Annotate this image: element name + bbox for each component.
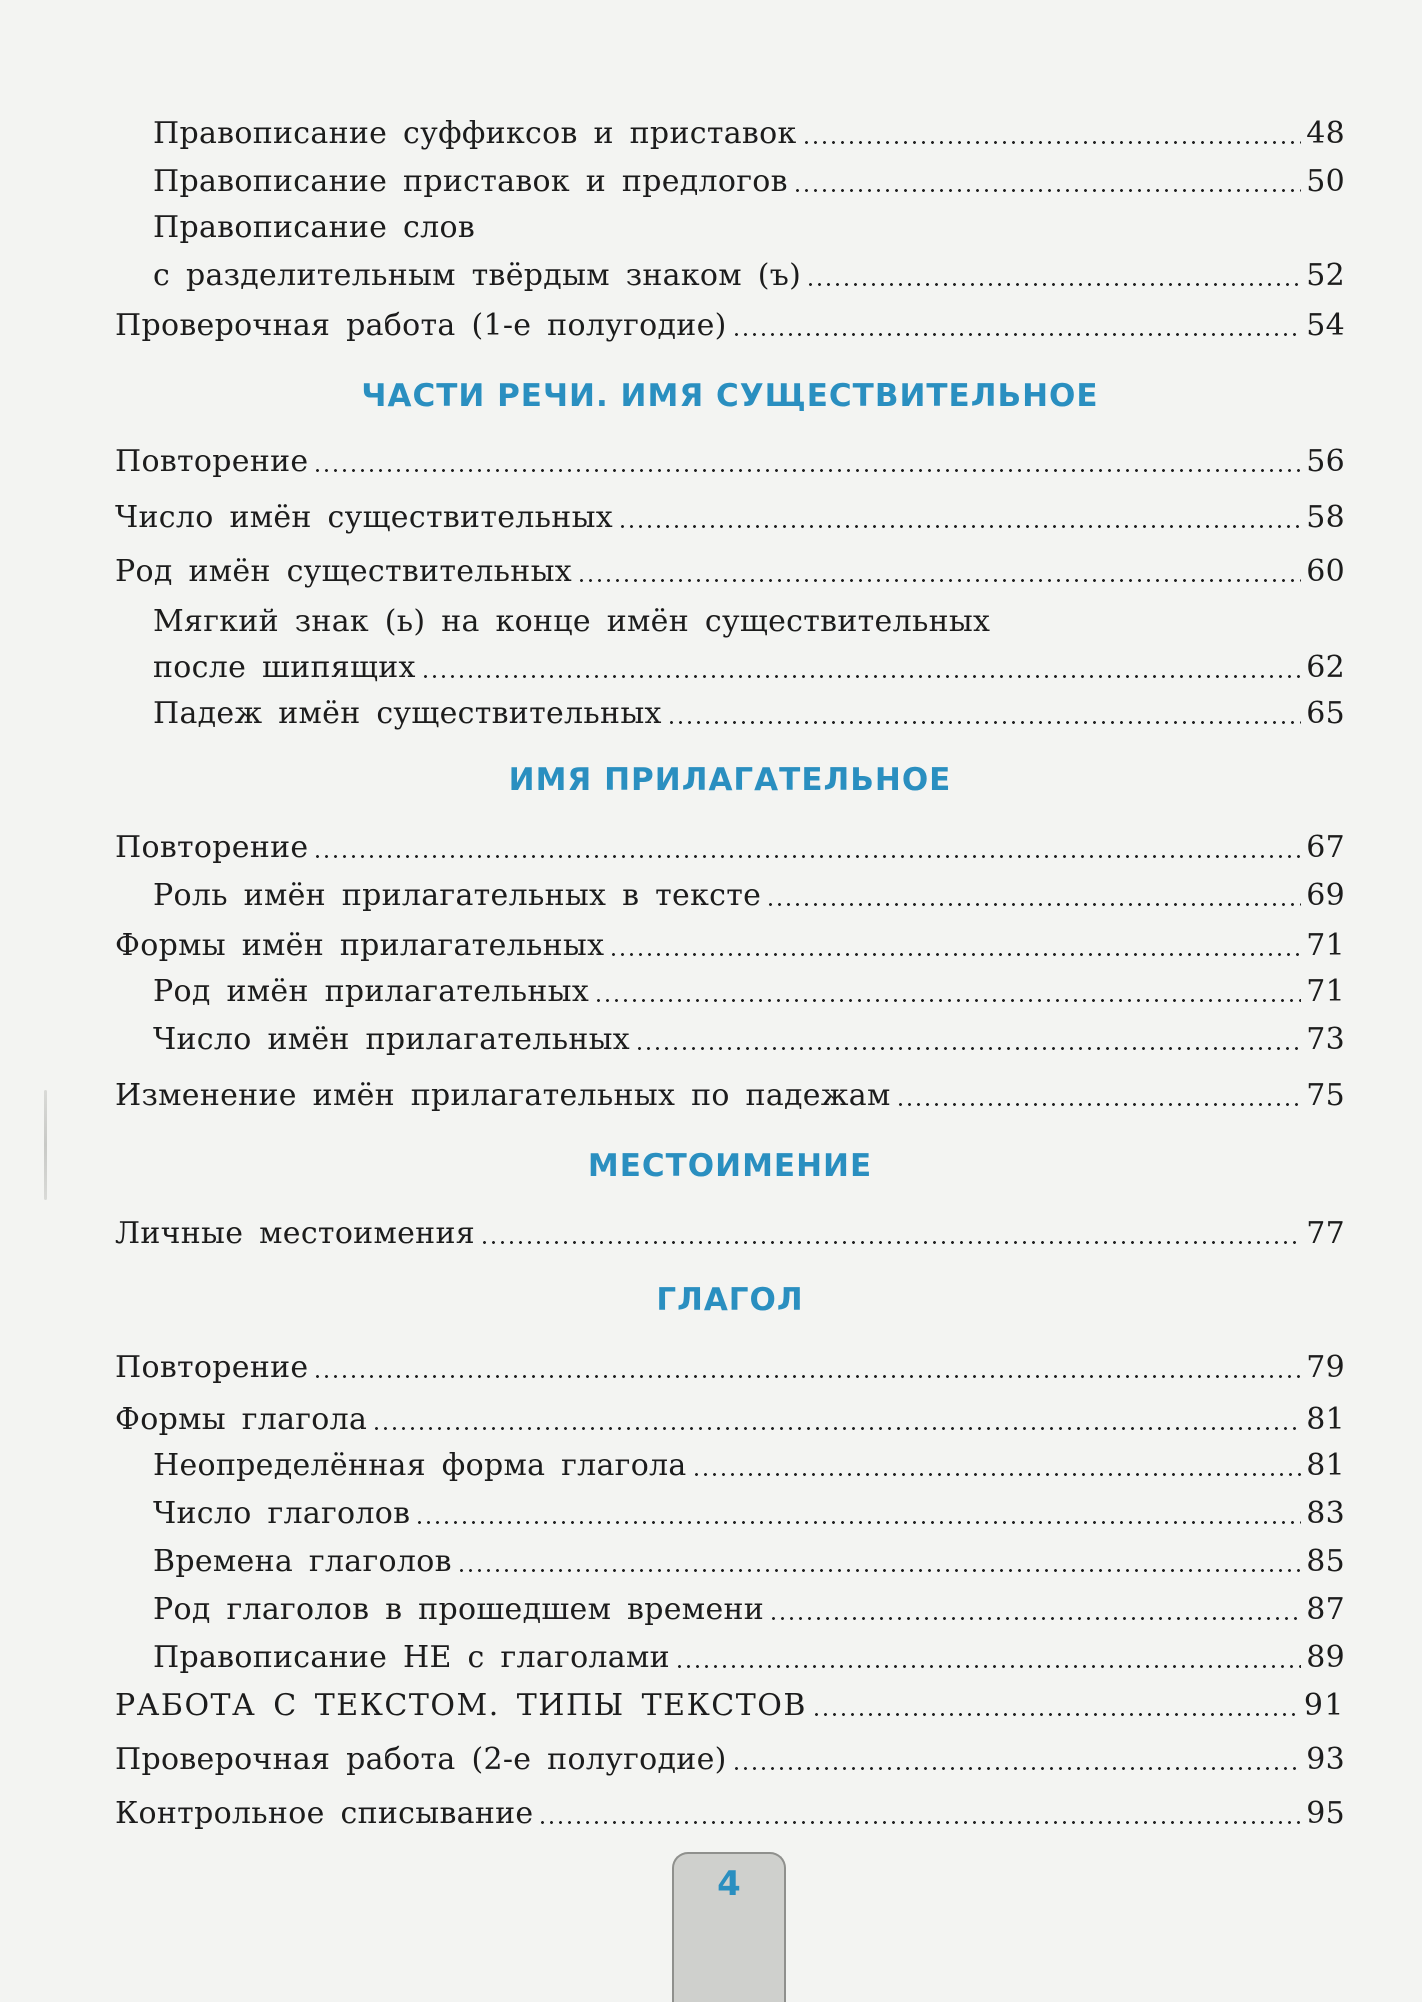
leader-dots: [732, 1767, 1302, 1770]
leader-dots: [594, 999, 1301, 1002]
toc-entry-page: 73: [1306, 1022, 1345, 1057]
toc-entry-page: 81: [1306, 1402, 1345, 1437]
toc-entry: [153, 156, 1345, 200]
toc-entry-page: 62: [1306, 650, 1345, 685]
leader-dots: [415, 1521, 1301, 1524]
toc-entry-page: 52: [1306, 258, 1345, 293]
toc-entry-title: Число имён прилагательных: [153, 1022, 631, 1057]
toc-entry-title: Контрольное списывание: [115, 1796, 534, 1831]
toc-entry-title: Правописание слов: [153, 210, 476, 245]
leader-dots: [812, 1713, 1299, 1716]
leader-dots: [577, 579, 1301, 582]
leader-dots: [802, 141, 1302, 144]
toc-entry-title: Повторение: [115, 830, 309, 865]
toc-entry-title: Правописание НЕ с глаголами: [153, 1640, 670, 1675]
toc-entry-title: Личные местоимения: [115, 1216, 475, 1251]
toc-entry-title: Род глаголов в прошедшем времени: [153, 1592, 765, 1627]
leader-dots: [692, 1473, 1302, 1476]
toc-entry: [115, 822, 1345, 866]
section-heading: ИМЯ ПРИЛАГАТЕЛЬНОЕ: [508, 762, 952, 798]
leader-dots: [769, 1617, 1301, 1620]
toc-entry-title: Проверочная работа (1-е полугодие): [115, 308, 727, 343]
section-heading: ГЛАГОЛ: [656, 1282, 804, 1318]
toc-entry-page: 60: [1306, 554, 1345, 589]
toc-entry-title: Мягкий знак (ь) на конце имён существительных: [153, 604, 991, 639]
toc-entry: [153, 966, 1345, 1010]
toc-entry-title: Правописание суффиксов и приставок: [153, 116, 797, 151]
toc-entry: [153, 596, 1345, 640]
toc-entry: [153, 688, 1345, 732]
toc-entry: [153, 1536, 1345, 1580]
toc-entry: [153, 1014, 1345, 1058]
toc-entry: [153, 1440, 1345, 1484]
toc-entry: [115, 436, 1345, 480]
toc-entry-title: Формы имён прилагательных: [115, 928, 605, 963]
leader-dots: [480, 1241, 1301, 1244]
page-number: 4: [717, 1864, 741, 1904]
toc-entry-page: 58: [1306, 500, 1345, 535]
leader-dots: [618, 525, 1301, 528]
toc-entry-page: 71: [1306, 928, 1345, 963]
leader-dots: [457, 1569, 1301, 1572]
toc-entry: [115, 1680, 1345, 1724]
toc-entry-page: 71: [1306, 974, 1345, 1009]
toc-entry: [115, 920, 1345, 964]
toc-entry-title: Род имён прилагательных: [153, 974, 590, 1009]
toc-entry: [115, 546, 1345, 590]
leader-dots: [675, 1665, 1301, 1668]
toc-entry-title: Проверочная работа (2-е полугодие): [115, 1742, 727, 1777]
toc-entry: [115, 1734, 1345, 1778]
toc-entry-page: 54: [1306, 308, 1345, 343]
toc-entry-page: 85: [1306, 1544, 1345, 1579]
toc-entry: [115, 492, 1345, 536]
leader-dots: [372, 1427, 1301, 1430]
toc-entry: [115, 1342, 1345, 1386]
toc-entry-page: 91: [1303, 1688, 1345, 1723]
toc-entry: [115, 1208, 1345, 1252]
leader-dots: [635, 1047, 1301, 1050]
toc-entry-title: Неопределённая форма глагола: [153, 1448, 687, 1483]
toc-entry: [115, 1394, 1345, 1438]
binding-shadow: [44, 1090, 47, 1200]
toc-entry-page: 56: [1306, 444, 1345, 479]
toc-entry-page: 69: [1306, 878, 1345, 913]
leader-dots: [806, 283, 1301, 286]
toc-entry: [153, 642, 1345, 686]
leader-dots: [538, 1821, 1301, 1824]
section-heading: МЕСТОИМЕНИЕ: [587, 1148, 873, 1184]
leader-dots: [766, 903, 1301, 906]
toc-entry: [115, 1070, 1345, 1114]
toc-entry-page: 95: [1306, 1796, 1345, 1831]
toc-entry: [115, 300, 1345, 344]
toc-entry: [115, 1788, 1345, 1832]
toc-entry-page: 50: [1306, 164, 1345, 199]
toc-entry-title: Изменение имён прилагательных по падежам: [115, 1078, 891, 1113]
leader-dots: [667, 721, 1301, 724]
toc-entry-page: 65: [1306, 696, 1345, 731]
toc-entry-page: 75: [1306, 1078, 1345, 1113]
leader-dots: [313, 469, 1301, 472]
leader-dots: [421, 675, 1302, 678]
toc-entry-page: 79: [1306, 1350, 1345, 1385]
leader-dots: [793, 189, 1301, 192]
toc-entry-page: 89: [1306, 1640, 1345, 1675]
toc-entry-title: Правописание приставок и предлогов: [153, 164, 788, 199]
leader-dots: [732, 333, 1302, 336]
toc-entry-page: 48: [1306, 116, 1345, 151]
toc-entry-page: 81: [1306, 1448, 1345, 1483]
page-number-tab: [672, 1852, 786, 2002]
toc-entry-title: Времена глаголов: [153, 1544, 452, 1579]
toc-entry-page: 83: [1306, 1496, 1345, 1531]
toc-entry: [153, 1632, 1345, 1676]
toc-entry: [153, 108, 1345, 152]
toc-entry: [153, 1488, 1345, 1532]
toc-entry: [153, 870, 1345, 914]
toc-entry-title: РАБОТА С ТЕКСТОМ. ТИПЫ ТЕКСТОВ: [115, 1688, 807, 1723]
toc-entry-page: 93: [1306, 1742, 1345, 1777]
toc-entry-title: после шипящих: [153, 650, 416, 685]
toc-entry-title: Формы глагола: [115, 1402, 368, 1437]
leader-dots: [313, 855, 1301, 858]
toc-entry-title: Число имён существительных: [115, 500, 613, 535]
toc-entry: [153, 202, 1345, 246]
toc-entry-title: Род имён существительных: [115, 554, 572, 589]
section-heading: ЧАСТИ РЕЧИ. ИМЯ СУЩЕСТВИТЕЛЬНОЕ: [361, 378, 1099, 414]
toc-entry-title: Падеж имён существительных: [153, 696, 662, 731]
leader-dots: [313, 1375, 1301, 1378]
leader-dots: [896, 1103, 1302, 1106]
toc-entry-title: с разделительным твёрдым знаком (ъ): [153, 258, 802, 293]
leader-dots: [609, 953, 1301, 956]
toc-entry-page: 67: [1306, 830, 1345, 865]
toc-entry-title: Число глаголов: [153, 1496, 411, 1531]
toc-entry-page: 77: [1306, 1216, 1345, 1251]
toc-entry-page: 87: [1306, 1592, 1345, 1627]
toc-entry-title: Повторение: [115, 444, 309, 479]
toc-entry: [153, 250, 1345, 294]
toc-entry: [153, 1584, 1345, 1628]
toc-entry-title: Роль имён прилагательных в тексте: [153, 878, 762, 913]
toc-entry-title: Повторение: [115, 1350, 309, 1385]
